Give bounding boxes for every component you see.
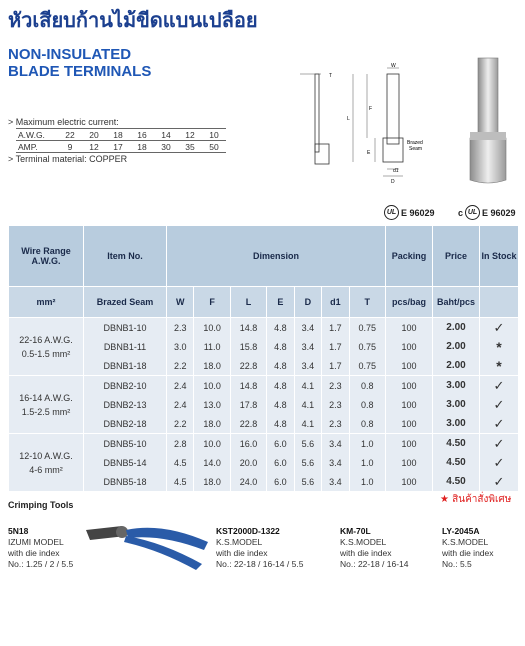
table-body: [9, 318, 519, 492]
f-cell: 13.0: [194, 395, 230, 414]
d1-cell: 3.4: [322, 472, 349, 491]
ul-logo-icon: UL: [384, 205, 399, 220]
amp-cell: 9: [58, 141, 82, 153]
item-cell: DBNB5-14: [84, 453, 167, 472]
l-cell: 17.8: [230, 395, 266, 414]
d1-cell: 1.7: [322, 337, 349, 356]
d1-cell: 2.3: [322, 395, 349, 414]
f-cell: 10.0: [194, 434, 230, 454]
w-cell: 2.2: [167, 414, 194, 434]
price-header: Price: [433, 226, 480, 287]
e-cell: 6.0: [267, 472, 294, 491]
f-cell: 18.0: [194, 356, 230, 376]
stock-cell: ✓: [480, 395, 519, 414]
l-cell: 22.8: [230, 356, 266, 376]
awg-cell: 22: [58, 129, 82, 141]
f-cell: 10.0: [194, 318, 230, 338]
w-cell: 2.4: [167, 376, 194, 396]
item-cell: DBNB5-18: [84, 472, 167, 491]
price-cell: 3.00: [433, 376, 480, 396]
seam-label: Seam: [409, 146, 423, 152]
crimp-tool-no: No.: 1.25 / 2 / 5.5: [8, 559, 74, 569]
dim-w-label: W: [391, 63, 396, 69]
crimp-tool-die: with die index: [216, 548, 268, 558]
e-cell: 4.8: [267, 318, 294, 338]
wire-range-header: Wire Range A.W.G.: [9, 226, 84, 287]
dimension-header: Dimension: [167, 226, 386, 287]
awg-cell: 16: [130, 129, 154, 141]
title-line-2: BLADE TERMINALS: [8, 63, 152, 80]
d-cell: 3.4: [294, 356, 321, 376]
packing-header: Packing: [386, 226, 433, 287]
f-header: F: [194, 287, 230, 318]
dim-d-label: D: [391, 179, 395, 185]
table-row: [9, 472, 519, 491]
stock-cell: *: [480, 337, 519, 356]
w-cell: 3.0: [167, 337, 194, 356]
d1-cell: 2.3: [322, 376, 349, 396]
crimp-tool-model: K.S.MODEL: [442, 537, 489, 547]
w-cell: 2.2: [167, 356, 194, 376]
item-no-header: Item No.: [84, 226, 167, 287]
t-cell: 0.75: [349, 337, 385, 356]
e-cell: 4.8: [267, 337, 294, 356]
l-cell: 16.0: [230, 434, 266, 454]
stock-cell: *: [480, 356, 519, 376]
pack-cell: 100: [386, 337, 433, 356]
pack-cell: 100: [386, 434, 433, 454]
pack-cell: 100: [386, 356, 433, 376]
terminal-spec-table: [8, 225, 519, 491]
table-row: [9, 414, 519, 434]
pack-cell: 100: [386, 318, 433, 338]
awg-cell: 18: [106, 129, 130, 141]
price-cell: 2.00: [433, 337, 480, 356]
price-cell: 3.00: [433, 395, 480, 414]
d1-cell: 3.4: [322, 453, 349, 472]
l-cell: 20.0: [230, 453, 266, 472]
amp-label: AMP.: [16, 141, 58, 153]
crimp-tool-model: K.S.MODEL: [340, 537, 387, 547]
table-row: [9, 434, 519, 454]
range-mm2: 4-6 mm²: [29, 464, 63, 475]
d-cell: 5.6: [294, 472, 321, 491]
crimping-tools-title: Crimping Tools: [8, 500, 74, 510]
d1-cell: 1.7: [322, 356, 349, 376]
dim-d1-label: d1: [393, 168, 399, 174]
awg-cell: 10: [202, 129, 226, 141]
item-cell: DBNB1-10: [84, 318, 167, 338]
awg-cell: 20: [82, 129, 106, 141]
cul-cert-code: E 96029: [482, 207, 516, 218]
e-cell: 4.8: [267, 395, 294, 414]
price-cell: 4.50: [433, 472, 480, 491]
dim-e-label: E: [367, 150, 371, 156]
wire-range-cell: [9, 434, 84, 492]
dim-f-label: F: [369, 106, 373, 112]
table-subheader-row: [9, 287, 519, 318]
t-cell: 0.8: [349, 376, 385, 396]
special-order-note: ★ สินค้าสั่งพิเศษ: [440, 494, 512, 505]
w-cell: 4.5: [167, 472, 194, 491]
range-mm2: 1.5-2.5 mm²: [21, 406, 71, 417]
pack-cell: 100: [386, 472, 433, 491]
e-cell: 6.0: [267, 434, 294, 454]
item-cell: DBNB2-13: [84, 395, 167, 414]
t-cell: 1.0: [349, 434, 385, 454]
terminal-diagram: [295, 62, 445, 188]
cul-cert: [458, 205, 516, 220]
spec-block: [8, 116, 226, 165]
e-cell: 4.8: [267, 376, 294, 396]
stock-cell: ✓: [480, 453, 519, 472]
brazed-seam-header: Brazed Seam: [84, 287, 167, 318]
stock-cell: ✓: [480, 414, 519, 434]
t-cell: 0.8: [349, 395, 385, 414]
crimp-tool-model: IZUMI MODEL: [8, 537, 64, 547]
item-cell: DBNB1-11: [84, 337, 167, 356]
t-cell: 1.0: [349, 472, 385, 491]
d-header: D: [294, 287, 321, 318]
crimp-tool-3: [340, 526, 409, 570]
item-cell: DBNB2-10: [84, 376, 167, 396]
item-cell: DBNB5-10: [84, 434, 167, 454]
brazed-label: Brazed: [407, 140, 423, 146]
table-row: [9, 453, 519, 472]
t-header: T: [349, 287, 385, 318]
price-cell: 3.00: [433, 414, 480, 434]
amp-row: [16, 141, 226, 153]
table-row: [9, 318, 519, 338]
current-table: [16, 128, 226, 153]
awg-cell: 14: [154, 129, 178, 141]
crimp-tool-no: No.: 22-18 / 16-14 / 5.5: [216, 559, 304, 569]
baht-pcs-header: Baht/pcs: [433, 287, 480, 318]
crimp-tool-no: No.: 5.5: [442, 559, 472, 569]
item-cell: DBNB1-18: [84, 356, 167, 376]
dim-t-label: T: [329, 73, 333, 79]
t-cell: 0.75: [349, 356, 385, 376]
t-cell: 1.0: [349, 453, 385, 472]
f-cell: 10.0: [194, 376, 230, 396]
pcs-bag-header: pcs/bag: [386, 287, 433, 318]
crimp-tool-no: No.: 22-18 / 16-14: [340, 559, 409, 569]
crimp-tool-code: KM-70L: [340, 526, 371, 536]
w-cell: 2.8: [167, 434, 194, 454]
f-cell: 18.0: [194, 414, 230, 434]
range-awg: 16-14 A.W.G.: [19, 392, 73, 403]
crimp-tool-code: 5N18: [8, 526, 29, 536]
f-cell: 11.0: [194, 337, 230, 356]
w-cell: 2.3: [167, 318, 194, 338]
d-cell: 4.1: [294, 414, 321, 434]
d-cell: 3.4: [294, 318, 321, 338]
price-cell: 2.00: [433, 356, 480, 376]
price-cell: 4.50: [433, 434, 480, 454]
f-cell: 18.0: [194, 472, 230, 491]
cul-logo-icon: UL: [465, 205, 480, 220]
d-cell: 5.6: [294, 434, 321, 454]
dim-l-label: L: [347, 116, 350, 122]
crimping-plier-image: [82, 512, 212, 572]
crimp-tool-code: KST2000D-1322: [216, 526, 280, 536]
d1-cell: 3.4: [322, 434, 349, 454]
wire-range-cell: [9, 318, 84, 376]
d-cell: 4.1: [294, 376, 321, 396]
amp-cell: 17: [106, 141, 130, 153]
in-stock-header: In Stock: [480, 226, 519, 287]
pack-cell: 100: [386, 395, 433, 414]
d-cell: 5.6: [294, 453, 321, 472]
ul-cert: [384, 205, 435, 220]
price-cell: 2.00: [433, 318, 480, 338]
stock-subheader: [480, 287, 519, 318]
range-awg: 12-10 A.W.G.: [19, 450, 73, 461]
crimp-tool-1: [8, 526, 73, 570]
e-header: E: [267, 287, 294, 318]
crimp-tool-die: with die index: [340, 548, 392, 558]
t-cell: 0.75: [349, 318, 385, 338]
d1-header: d1: [322, 287, 349, 318]
title-line-1: NON-INSULATED: [8, 46, 132, 63]
amp-cell: 30: [154, 141, 178, 153]
material-label: > Terminal material: COPPER: [8, 154, 128, 164]
item-cell: DBNB2-18: [84, 414, 167, 434]
max-current-label: > Maximum electric current:: [8, 117, 119, 127]
d1-cell: 2.3: [322, 414, 349, 434]
crimp-tool-die: with die index: [8, 548, 60, 558]
awg-label: A.W.G.: [16, 129, 58, 141]
amp-cell: 35: [178, 141, 202, 153]
crimp-tool-die: with die index: [442, 548, 494, 558]
stock-cell: ✓: [480, 434, 519, 454]
cul-prefix: c: [458, 207, 464, 218]
price-cell: 4.50: [433, 453, 480, 472]
crimp-tool-code: LY-2045A: [442, 526, 480, 536]
page-title-thai: หัวเสียบก้านไม้ขีดแบนเปลือย: [8, 8, 258, 32]
table-row: [9, 337, 519, 356]
w-header: W: [167, 287, 194, 318]
stock-cell: ✓: [480, 318, 519, 338]
pack-cell: 100: [386, 376, 433, 396]
awg-cell: 12: [178, 129, 202, 141]
l-cell: 22.8: [230, 414, 266, 434]
l-cell: 24.0: [230, 472, 266, 491]
mm2-header: mm²: [9, 287, 84, 318]
d-cell: 4.1: [294, 395, 321, 414]
e-cell: 4.8: [267, 414, 294, 434]
terminal-photo: [462, 56, 518, 186]
page-title-en: [8, 46, 151, 80]
amp-cell: 12: [82, 141, 106, 153]
crimp-tool-2: [216, 526, 303, 570]
l-cell: 15.8: [230, 337, 266, 356]
amp-cell: 50: [202, 141, 226, 153]
l-cell: 14.8: [230, 376, 266, 396]
t-cell: 0.8: [349, 414, 385, 434]
f-cell: 14.0: [194, 453, 230, 472]
w-cell: 4.5: [167, 453, 194, 472]
table-row: [9, 356, 519, 376]
crimp-tool-model: K.S.MODEL: [216, 537, 263, 547]
range-mm2: 0.5-1.5 mm²: [21, 348, 71, 359]
stock-cell: ✓: [480, 472, 519, 491]
pack-cell: 100: [386, 414, 433, 434]
awg-row: [16, 129, 226, 141]
d1-cell: 1.7: [322, 318, 349, 338]
table-header-row: [9, 226, 519, 287]
crimp-tool-4: [442, 526, 494, 570]
table-row: [9, 395, 519, 414]
d-cell: 3.4: [294, 337, 321, 356]
range-awg: 22-16 A.W.G.: [19, 334, 73, 345]
ul-cert-code: E 96029: [401, 207, 435, 218]
pack-cell: 100: [386, 453, 433, 472]
w-cell: 2.4: [167, 395, 194, 414]
stock-cell: ✓: [480, 376, 519, 396]
table-row: [9, 376, 519, 396]
e-cell: 4.8: [267, 356, 294, 376]
l-cell: 14.8: [230, 318, 266, 338]
l-header: L: [230, 287, 266, 318]
wire-range-cell: [9, 376, 84, 434]
amp-cell: 18: [130, 141, 154, 153]
e-cell: 6.0: [267, 453, 294, 472]
